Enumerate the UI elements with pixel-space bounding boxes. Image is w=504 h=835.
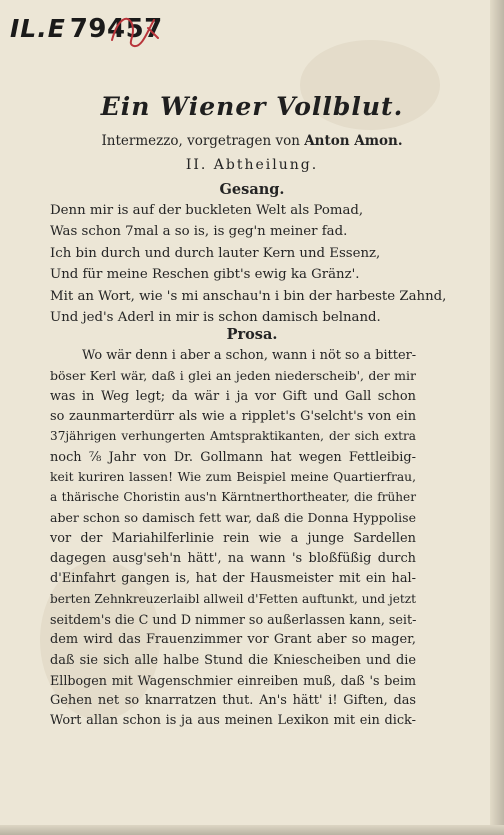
prose-line: böser Kerl wär, daß i glei an jeden niederscheib', der mir: [50, 368, 416, 384]
prose-line: dagegen ausg'seh'n hätt', na wann 's bloßfüßig durch: [50, 551, 416, 566]
prose-line: Wort allan schon is ja aus meinen Lexikon mit ein dick-: [50, 713, 416, 729]
song-line: Was schon 7mal a so is, is geg'n meiner fad.: [50, 224, 348, 240]
prose-line: dem wird das Frauenzimmer vor Grant aber so mager,: [50, 632, 416, 648]
prose-line: keit kuriren lassen! Wie zum Beispiel meine Quartierfrau,: [50, 469, 416, 484]
prose-line: vor der Mariahilferlinie rein wie a junge Sardellen: [50, 530, 416, 546]
prose-line: Gehen net so knarratzen thut. An's hätt' i! Giften, das: [50, 693, 416, 709]
prose-line: 37jährigen verhungerten Amtspraktikanten, der sich extra: [50, 429, 416, 444]
call-number-prefix: IL.E: [10, 14, 66, 43]
song-line: Und für meine Reschen gibt's ewig ka Gränz'.: [50, 267, 360, 283]
song-line: Denn mir is auf der buckleten Welt als Pomad,: [50, 203, 364, 218]
red-pencil-mark: [108, 10, 168, 52]
song-line: Ich bin durch und durch lauter Kern und Essenz,: [50, 245, 381, 261]
song-heading: Gesang.: [219, 181, 285, 198]
page-edge-bottom: [0, 825, 504, 835]
prose-line: aber schon so damisch fett war, daß die Donna Hyppolise: [50, 510, 416, 526]
song-line: Mit an Wort, wie 's mi anschau'n i bin der harbeste Zahnd,: [50, 288, 447, 304]
page-edge-right: [490, 0, 504, 835]
prose-line: a thärische Choristin aus'n Kärntnerthortheater, die früher: [50, 490, 416, 505]
author-name: Anton Amon.: [304, 133, 403, 149]
prose-line: noch ⁷⁄₈ Jahr von Dr. Gollmann hat wegen Fettleibig-: [50, 449, 416, 465]
prose-line: Ellbogen mit Wagenschmier einreiben muß, daß 's beim: [50, 672, 416, 688]
subtitle-text: Intermezzo, vorgetragen von: [101, 133, 300, 149]
prose-line: daß sie sich alle halbe Stund die Kniescheiben und die: [50, 652, 416, 668]
prose-line: Wo wär denn i aber a schon, wann i nöt so a bitter-: [82, 348, 417, 363]
prose-heading: Prosa.: [226, 326, 278, 343]
call-number-value: 79457: [69, 14, 163, 44]
document-title: Ein Wiener Vollblut.: [100, 92, 404, 121]
document-subtitle: [0, 133, 504, 149]
song-line: Und jed's Aderl in mir is schon damisch belnand.: [50, 310, 381, 325]
prose-line: berten Zehnkreuzerlaibl allweil d'Fetten auftunkt, und jetzt: [50, 591, 416, 606]
prose-line: d'Einfahrt gangen is, hat der Hausmeister mit ein hal-: [50, 571, 416, 587]
section-heading: II. Abtheilung.: [185, 157, 319, 173]
prose-line: seitdem's die C und D nimmer so außerlassen kann, seit-: [50, 611, 417, 627]
prose-line: was in Weg legt; da wär i ja vor Gift und Gall schon: [50, 388, 416, 404]
prose-line: so zaunmarterdürr als wie a ripplet's G'selcht's von ein: [50, 408, 416, 424]
